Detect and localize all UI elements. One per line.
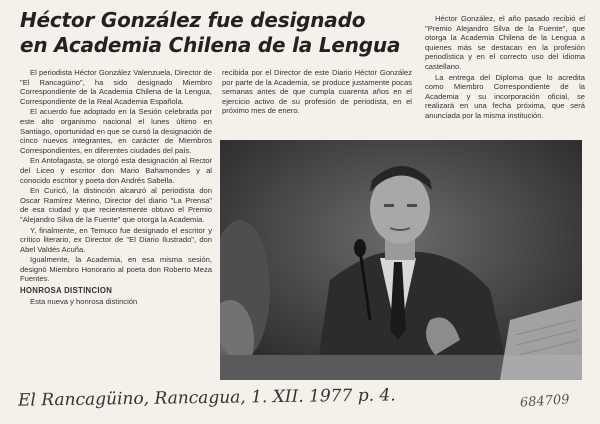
paragraph: Héctor González, el año pasado recibió el "Premio Alejandro Silva de la Fuente", que otorga la Academia Chilena de la Lengua a quienes más se destacan en la profesión periodística y en el correcto uso del idioma castellano. — [425, 14, 585, 71]
handwritten-citation: El Rancagüino, Rancagua, 1. XII. 1977 p. 4. — [17, 385, 396, 411]
headline — [20, 8, 420, 58]
headline-line-2: en Academia Chilena de la Lengua — [20, 33, 401, 57]
paragraph: En Antofagasta, se otorgó esta designación al Rector del Liceo y escritor don Mario Bahamondes y al conocido escritor y poeta don Andrés Sabella. — [20, 156, 212, 185]
paragraph: El periodista Héctor González Valenzuela, Director de "El Rancagüino", ha sido designado Miembro Correspondiente de la Academia Chilena de la Lengua, Correspondiente de la Real Academia Española. — [20, 68, 212, 106]
catalog-number: 684709 — [519, 392, 571, 411]
paragraph: La entrega del Diploma que lo acredita como Miembro Correspondiente de la Academia y su incorporación oficial, se realizará en una fecha próxima, que será anunciada por la misma institución. — [425, 72, 585, 120]
article-column-2 — [222, 68, 412, 138]
paragraph: El acuerdo fue adoptado en la Sesión celebrada por este alto organismo nacional el lunes último en Santiago, oportunidad en que se cursó la designación de cinco nuevos integrantes, en carácter de Miembros Correspondientes, en diferentes ciudades del país. — [20, 107, 212, 155]
portrait-photo — [220, 140, 582, 380]
paragraph: En Curicó, la distinción alcanzó al periodista don Oscar Ramírez Merino, Director del diario "La Prensa" de esa ciudad y que recientemente obtuvo el Premio "Alejandro Silva de la Fuente" que otorga la Academia. — [20, 186, 212, 224]
paragraph: Y, finalmente, en Temuco fue designado el escritor y crítico literario, ex Director de "El Diario Ilustrado", don Abel Valdés Acuña. — [20, 225, 212, 254]
headline-line-1: Héctor González fue designado — [20, 8, 366, 32]
article-column-1 — [20, 68, 212, 388]
paragraph: recibida por el Director de este Diario Héctor González por parte de la Academia, se produce justamente pocas semanas antes de que cumpla cuarenta años en el ejercicio activo de su profesión de periodista, en el próximo mes de enero. — [222, 68, 412, 116]
portrait-photo-illustration — [220, 140, 582, 380]
subheading: HONROSA DISTINCION — [20, 286, 113, 296]
paragraph: Esta nueva y honrosa distinción — [30, 296, 138, 306]
paragraph: Igualmente, la Academia, en esa misma sesión, designó Miembro Honorario al poeta don Roberto Meza Fuentes. — [20, 255, 212, 284]
article-column-3 — [425, 14, 585, 136]
